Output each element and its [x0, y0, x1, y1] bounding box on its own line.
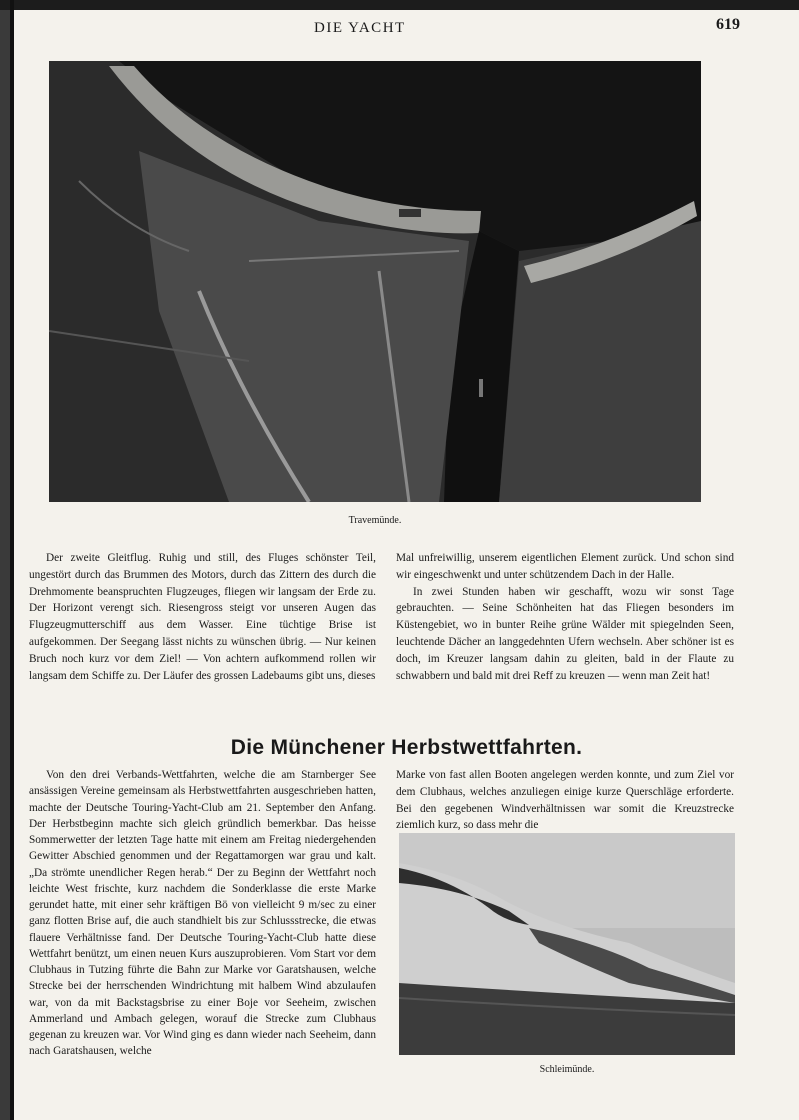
photo-schleimuende — [399, 833, 735, 1055]
article1-continuation: Mal unfreiwillig, unserem eigentlichen Element zurück. Und schon sind wir eingeschwenkt und unter schützendem Dach in der Halle. — [396, 552, 734, 581]
article2-headline: Die Münchener Herbstwettfahrten. — [230, 736, 583, 759]
article1-paragraph: In zwei Stunden haben wir geschafft, wozu wir sonst Tage gebrauchten. — Seine Schönheiten hat das Fliegen besonders im Küstengebiet, wo in bunter Reihe grüne Wälder mit spiegelnden Seen, leuchtende Dächer an langgedehnten Ufern wechseln. Aber schöner ist es doch, im Kreuzer langsam dahin zu gleiten, bald in der Flaute zu schwabbern und bald mit drei Reff zu kreuzen — wenn man Zeit hat! — [396, 585, 734, 682]
page-number: 619 — [716, 16, 740, 33]
article1-left-column — [29, 550, 376, 684]
article1-paragraph: Der zweite Gleitflug. Ruhig und still, des Fluges schönster Teil, ungestört durch das Brummen des Motors, durch das Zittern des durch die Drehmomente beanspruchten Flugzeuges, fliegen wir langsam der Erde zu. Der Horizont verengt sich. Riesengross steigt vor unseren Augen das Flugzeugmutterschiff aus dem Wasser. Eine tüchtige Brise ist aufgekommen. Der Seegang lässt nichts zu wünschen übrig. — Nur keinen Bruch noch kurz vor dem Ziel! — Von achtern aufkommend rollen wir langsam dem Schiffe zu. Der Läufer des grossen Ladebaums gibt uns, dieses — [29, 552, 376, 682]
aerial-photo-travemuende — [49, 61, 701, 502]
scan-top-border — [0, 0, 799, 10]
article2-left-column — [29, 767, 376, 1060]
article2-right-column — [396, 767, 734, 834]
photo-caption-travemuende: Travemünde. — [348, 515, 402, 526]
article2-paragraph: Von den drei Verbands-Wettfahrten, welche die am Starnberger See ansässigen Vereine gemeinsam als Herbstwettfahrten ausgeschrieben hatten, machte der Deutsche Touring-Yacht-Club am 21. September den Anfang. Der Herbstbeginn machte sich gleich gründlich bemerkbar. Das heisse Sommerwetter der letzten Tage hatte mit einem am Freitag niedergehenden Gewitter Abschied genommen und der Regattamorgen war grau und kalt. „Da strömte unendlicher Regen herab.“ Der zu Beginn der Wettfahrt noch leichte West frischte, kurz nachdem die Sonderklasse die erste Marke gerundet hatte, mit einer sehr kräftigen Bö von vielleicht 9 m/sec zu einer ganz flotten Brise auf, die auch standhielt bis zur Schlussstrecke, die etwas flauere Verhältnisse fand. Der Deutsche Touring-Yacht-Club hatte diese Wettfahrt benützt, um einen neuen Kurs auszuprobieren. Vom Start vor dem Clubhaus in Tutzing führte die Bahn zur Marke vor Garatshausen, welche Strecke bei der herrschenden Windrichtung mit halbem Wind abzulaufen war, von da mit Backstagsbrise zu einer Boje vor Seeheim, zwischen Ammerland und Ambach gelegen, worauf die Strecke zum Clubhaus gegenan zu kreuzen war. Vor Wind ging es dann wieder nach Seeheim, dann nach Garatshausen, welche — [29, 769, 376, 1058]
article1-right-column — [396, 550, 734, 684]
article2-continuation: Marke von fast allen Booten angelegen werden konnte, und zum Ziel vor dem Clubhaus, welches anzuliegen einige kurze Querschläge erforderte. Bei den gegebenen Windverhältnissen war somit die Kreuzstrecke ziemlich kurz, so dass mehr die — [396, 769, 734, 832]
magazine-page — [14, 10, 799, 1120]
running-head: DIE YACHT — [314, 20, 406, 36]
photo-caption-schleimuende: Schleimünde. — [539, 1064, 595, 1075]
